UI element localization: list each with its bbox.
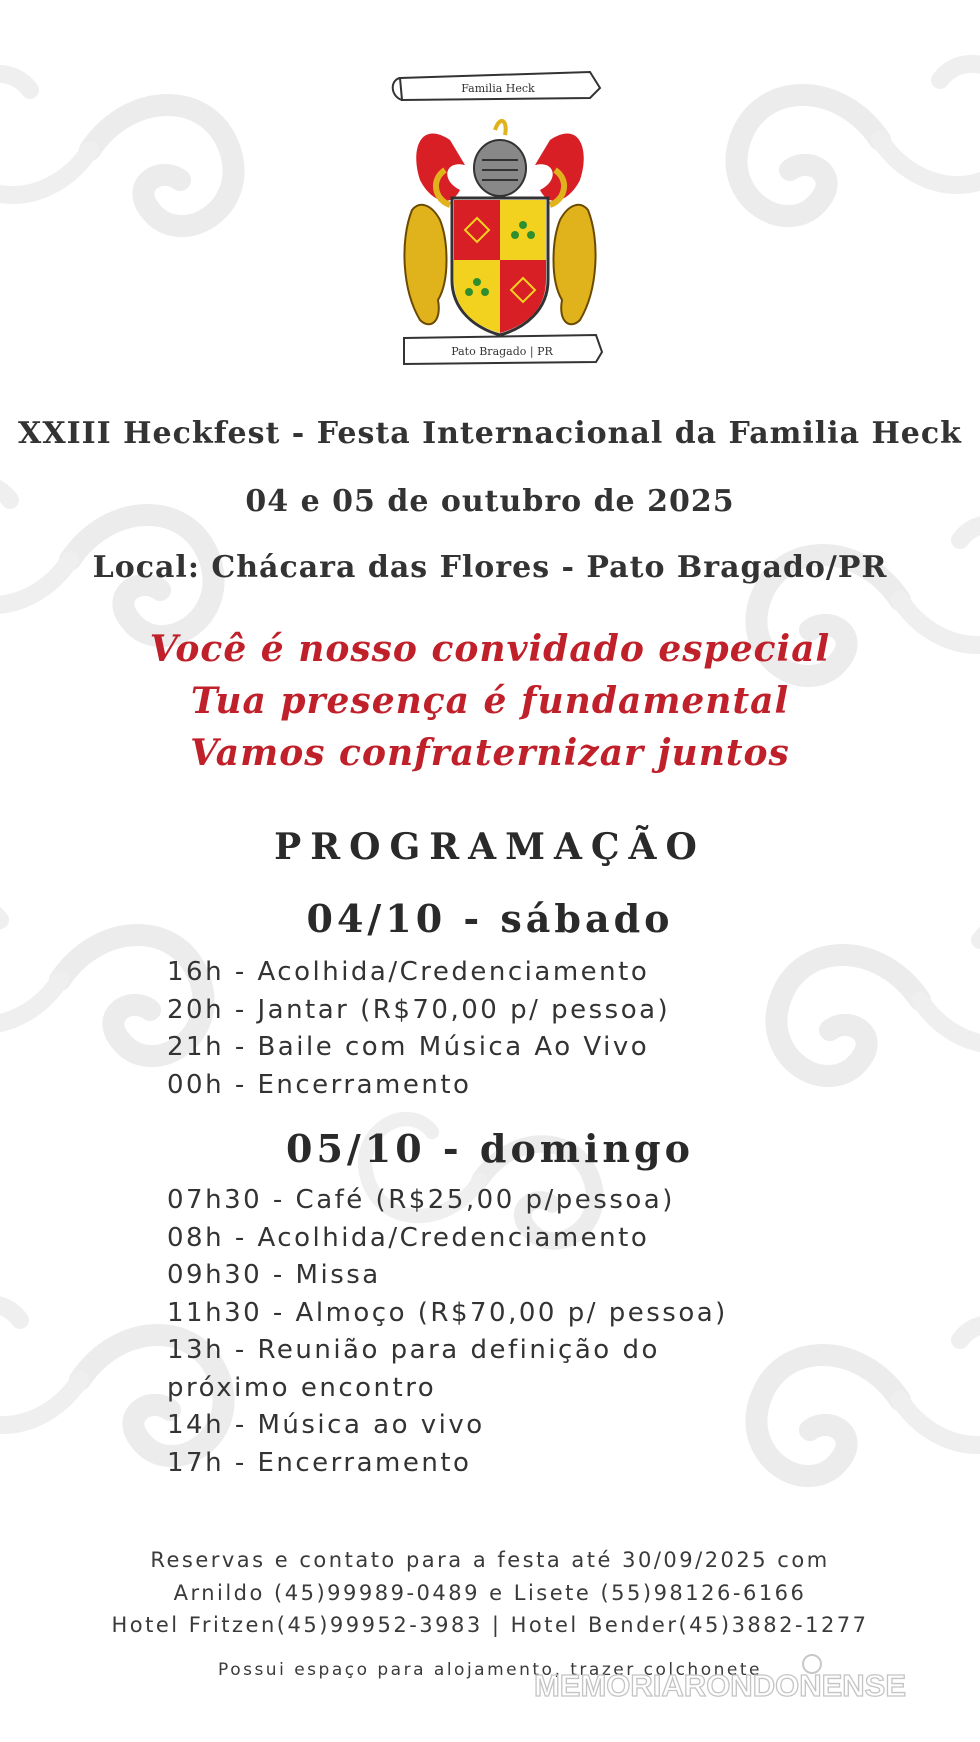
watermark-logo (500, 1654, 940, 1704)
schedule-item: 00h - Encerramento (167, 1069, 472, 1100)
event-date: 04 e 05 de outubro de 2025 (245, 484, 735, 519)
day-title-sunday: 05/10 - domingo (286, 1126, 694, 1171)
schedule-item: 13h - Reunião para definição do (167, 1335, 660, 1365)
invite-line-3: Vamos confraternizar juntos (190, 732, 790, 774)
schedule-item: próximo encontro (167, 1372, 437, 1403)
schedule-item: 17h - Encerramento (167, 1447, 472, 1478)
program-title: PROGRAMAÇÃO (274, 826, 706, 868)
schedule-item: 16h - Acolhida/Credenciamento (167, 957, 650, 987)
schedule-item: 11h30 - Almoço (R$70,00 p/ pessoa) (167, 1297, 728, 1328)
schedule-sunday (167, 1182, 887, 1482)
invite-line-2: Tua presença é fundamental (190, 680, 790, 722)
schedule-item: 20h - Jantar (R$70,00 p/ pessoa) (167, 994, 671, 1025)
family-crest (390, 60, 610, 370)
day-title-saturday: 04/10 - sábado (306, 896, 674, 941)
footer-contacts: Arnildo (45)99989-0489 e Lisete (55)98126-6166 (173, 1581, 807, 1605)
footer-lodging-note: Possui espaço para alojamento, trazer colchonete (218, 1660, 762, 1680)
schedule-item: 07h30 - Café (R$25,00 p/pessoa) (167, 1185, 675, 1215)
schedule-item: 09h30 - Missa (167, 1260, 381, 1290)
schedule-saturday (167, 954, 887, 1104)
schedule-item: 14h - Música ao vivo (167, 1410, 485, 1440)
footer-hotels: Hotel Fritzen(45)99952-3983 | Hotel Bender(45)3882-1277 (111, 1613, 869, 1637)
watermark-text: MEMORIARONDONENSE (533, 1668, 907, 1703)
schedule-item: 08h - Acolhida/Credenciamento (167, 1222, 650, 1253)
schedule-item: 21h - Baile com Música Ao Vivo (167, 1032, 650, 1062)
event-location: Local: Chácara das Flores - Pato Bragado/PR (92, 550, 888, 585)
invite-line-1: Você é nosso convidado especial (149, 628, 831, 670)
crest-banner-top: Familia Heck (461, 82, 535, 95)
footer-reservations: Reservas e contato para a festa até 30/09/2025 com (150, 1548, 830, 1572)
event-title: XXIII Heckfest - Festa Internacional da Familia Heck (18, 416, 962, 451)
crest-banner-bottom: Pato Bragado | PR (451, 345, 553, 358)
